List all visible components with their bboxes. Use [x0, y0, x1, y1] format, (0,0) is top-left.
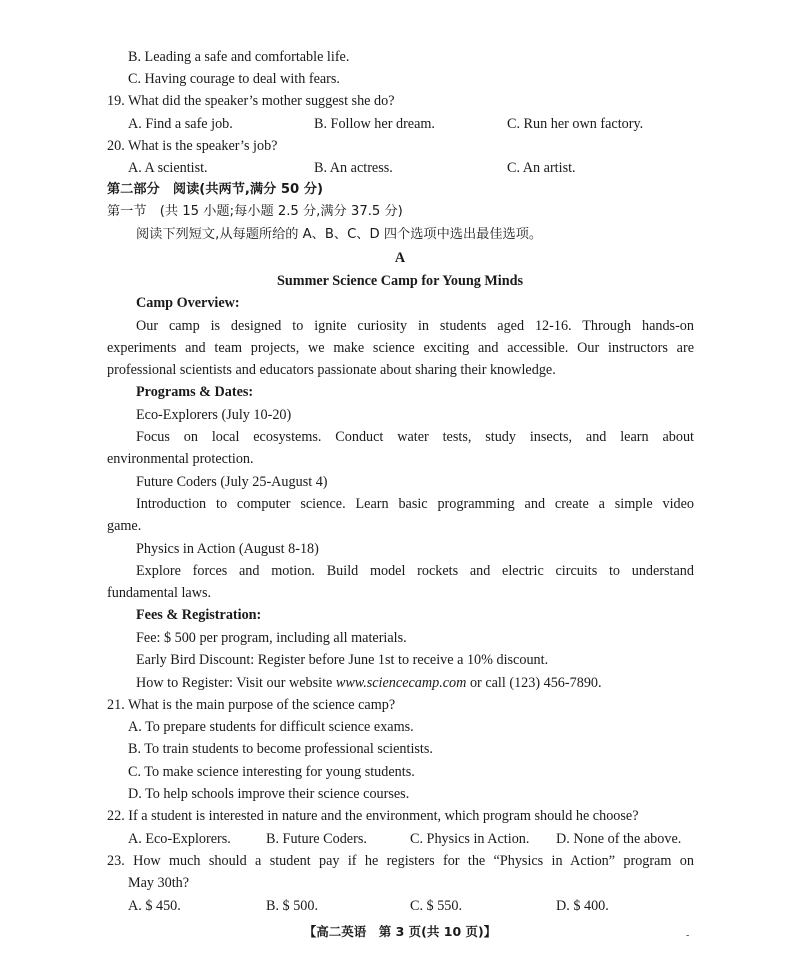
- q20-option-c: C. An artist.: [507, 160, 576, 176]
- q21-option-d: D. To help schools improve their science courses.: [128, 786, 410, 802]
- q21-option-c: C. To make science interesting for young students.: [128, 764, 415, 780]
- q18-option-c: C. Having courage to deal with fears.: [128, 71, 340, 87]
- corner-mark: -: [686, 930, 690, 941]
- register-suffix: or call (123) 456-7890.: [466, 675, 602, 691]
- q20-option-a: A. A scientist.: [128, 160, 208, 176]
- fees-heading: Fees & Registration:: [136, 607, 262, 623]
- q21-option-a: A. To prepare students for difficult science exams.: [128, 719, 414, 735]
- q22-option-d: D. None of the above.: [556, 831, 682, 847]
- overview-line-2: experiments and team projects, we make science exciting and accessible. Our instructors are: [107, 340, 694, 356]
- section1-heading: 第一节 (共 15 小题;每小题 2.5 分,满分 37.5 分): [107, 204, 403, 219]
- q18-option-b: B. Leading a safe and comfortable life.: [128, 49, 350, 65]
- page-footer: 【高二英语 第 3 页(共 10 页)】: [303, 924, 497, 939]
- fee-line: Fee: $ 500 per program, including all materials.: [136, 630, 407, 646]
- q19-option-a: A. Find a safe job.: [128, 116, 233, 132]
- future-coders-line-2: game.: [107, 518, 142, 534]
- register-line: [136, 673, 602, 693]
- physics-in-action-line-1: Explore forces and motion. Build model rockets and electric circuits to understand: [136, 563, 694, 579]
- part2-heading: 第二部分 阅读(共两节,满分 50 分): [107, 182, 324, 197]
- q22-stem: 22. If a student is interested in nature and the environment, which program should he choose?: [107, 808, 639, 824]
- q22-option-c: C. Physics in Action.: [410, 831, 530, 847]
- physics-in-action-line-2: fundamental laws.: [107, 585, 212, 601]
- q23-option-d: D. $ 400.: [556, 898, 609, 914]
- overview-line-3: professional scientists and educators passionate about sharing their knowledge.: [107, 362, 556, 378]
- q20-stem: 20. What is the speaker’s job?: [107, 138, 278, 154]
- eco-explorers-line-2: environmental protection.: [107, 451, 254, 467]
- passage-title: Summer Science Camp for Young Minds: [276, 273, 524, 289]
- program-physics-in-action: Physics in Action (August 8-18): [136, 541, 319, 557]
- q19-option-c: C. Run her own factory.: [507, 116, 644, 132]
- eco-explorers-line-1: Focus on local ecosystems. Conduct water tests, study insects, and learn about: [136, 429, 694, 445]
- q21-stem: 21. What is the main purpose of the science camp?: [107, 697, 396, 713]
- early-bird-line: Early Bird Discount: Register before June 1st to receive a 10% discount.: [136, 652, 549, 668]
- program-eco-explorers: Eco-Explorers (July 10-20): [136, 407, 292, 423]
- passage-letter: A: [394, 250, 406, 266]
- overview-line-1: Our camp is designed to ignite curiosity in students aged 12-16. Through hands-on: [136, 318, 694, 334]
- q23-option-b: B. $ 500.: [266, 898, 319, 914]
- q23-stem-line-1: 23. How much should a student pay if he registers for the “Physics in Action” program on: [107, 853, 694, 869]
- program-future-coders: Future Coders (July 25-August 4): [136, 474, 328, 490]
- programs-heading: Programs & Dates:: [136, 384, 254, 400]
- q23-option-a: A. $ 450.: [128, 898, 181, 914]
- q21-option-b: B. To train students to become professional scientists.: [128, 741, 433, 757]
- q19-option-b: B. Follow her dream.: [314, 116, 435, 132]
- q23-option-c: C. $ 550.: [410, 898, 463, 914]
- q22-option-b: B. Future Coders.: [266, 831, 367, 847]
- future-coders-line-1: Introduction to computer science. Learn basic programming and create a simple video: [136, 496, 694, 512]
- q22-option-a: A. Eco-Explorers.: [128, 831, 231, 847]
- register-prefix: How to Register: Visit our website: [136, 675, 336, 691]
- q20-option-b: B. An actress.: [314, 160, 393, 176]
- reading-instruction: 阅读下列短文,从每题所给的 A、B、C、D 四个选项中选出最佳选项。: [136, 227, 543, 242]
- website-link: www.sciencecamp.com: [335, 675, 467, 691]
- q19-stem: 19. What did the speaker’s mother suggest she do?: [107, 93, 395, 109]
- camp-overview-heading: Camp Overview:: [136, 295, 240, 311]
- q23-stem-line-2: May 30th?: [128, 875, 190, 891]
